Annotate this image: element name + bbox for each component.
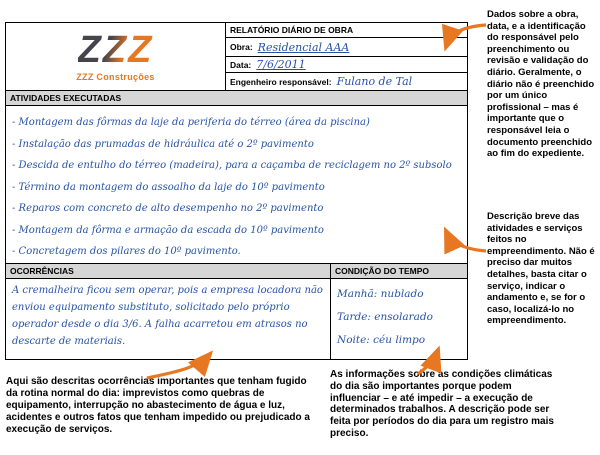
- form-header-fields: [226, 23, 467, 90]
- activities-section-header: ATIVIDADES EXECUTADAS: [6, 91, 467, 106]
- activity-item: - Montagem das fôrmas da laje da periferia do térreo (área da piscina): [12, 117, 370, 128]
- activities-list: [6, 106, 467, 264]
- activity-item: - Instalação das prumadas de hidráulica até o 2º pavimento: [12, 138, 314, 150]
- occurrences-section-header: OCORRÊNCIAS: [6, 264, 330, 279]
- annotation-header-info: Dados sobre a obra, data, e a identificação do responsável pelo preenchimento ou revisão e validação do diário. Geralmente, o diário não é preenchido por um único profissional – mas é importante que o responsável leia o documento preenchido ao fim do expediente.: [487, 9, 595, 160]
- activity-item: - Reparos com concreto de alto desempenho no 2º pavimento: [12, 203, 324, 214]
- weather-line: Manhã: nublado: [337, 288, 424, 300]
- field-value: 7/6/2011: [256, 58, 306, 71]
- field-value: Residencial AAA: [257, 40, 350, 54]
- field-label: Engenheiro responsável:: [230, 76, 332, 87]
- activity-item: - Descida de entulho do térreo (madeira), para a caçamba de reciclagem no 2º subsolo: [12, 160, 452, 171]
- form-header: [6, 23, 467, 91]
- form-title: RELATÓRIO DIÁRIO DE OBRA: [226, 23, 467, 38]
- company-logo: [6, 23, 226, 90]
- field-label: Obra:: [230, 42, 253, 52]
- activity-item: - Montagem da fôrma e armação da escada do 10º pavimento: [12, 224, 324, 236]
- field-data: [226, 57, 467, 73]
- occurrences-text: A cremalheira ficou sem operar, pois a empresa locadora não enviou equipamento substituto, solicitado pelo próprio operador desde o dia 3/6. A falha acarretou em atrasos no descarte de materiais.: [12, 285, 323, 347]
- weather-column: [331, 264, 467, 359]
- weather-line: Tarde: ensolarado: [337, 311, 433, 323]
- weather-lines: [331, 279, 467, 352]
- field-obra: [226, 38, 467, 57]
- annotation-occurrences-info: Aqui são descritas ocorrências importantes que tenham fugido da rotina normal do dia: imprevistos como quebras de equipamento, interrupção no abastecimento de água e luz, acidentes e outros fatos que tenham impedido ou prejudicado a execução de serviços.: [6, 376, 310, 435]
- activity-item: - Concretagem dos pilares do 10º pavimento.: [12, 246, 241, 257]
- field-value: Fulano de Tal: [336, 75, 413, 88]
- weather-section-header: CONDIÇÃO DO TEMPO: [331, 264, 467, 279]
- daily-report-form: [5, 22, 468, 360]
- occurrences-column: [6, 264, 331, 359]
- logo-subtitle: ZZZ Construções: [76, 72, 155, 82]
- logo-text: ZZZ: [77, 29, 154, 71]
- field-label: Data:: [230, 59, 252, 70]
- activity-item: - Término da montagem do assoalho da laje do 10º pavimento: [12, 181, 325, 193]
- form-bottom-section: [6, 264, 467, 359]
- annotation-weather-info: As informações sobre as condições climáticas do dia são importantes porque podem influenciar – e até impedir – a execução de determinados trabalhos. A descrição pode ser feita por períodos do dia para um registro mais preciso.: [330, 369, 554, 439]
- field-engenheiro: [226, 73, 467, 90]
- annotation-activities-info: Descrição breve das atividades e serviços feitos no empreendimento. Não é preciso dar muitos detalhes, basta citar o serviço, indicar o andamento e, se for o caso, localizá-lo no empreendimento.: [487, 211, 595, 327]
- weather-line: Noite: céu limpo: [337, 334, 426, 346]
